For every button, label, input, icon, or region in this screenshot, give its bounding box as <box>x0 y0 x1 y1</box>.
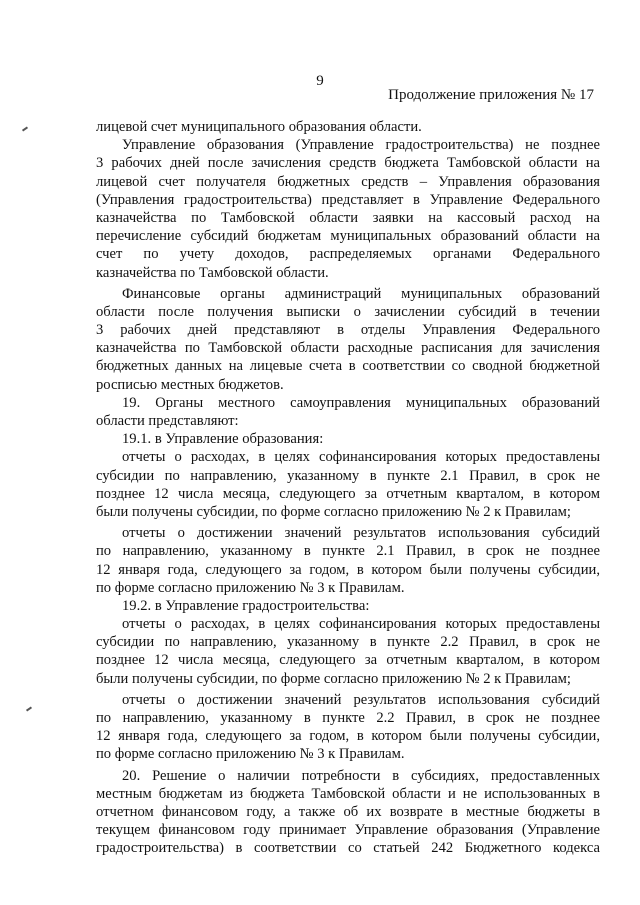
text-line: субсидии по направлению, указанному в пункте 2.2 Правил, в срок не <box>96 634 600 651</box>
text-line: области представляют: <box>96 413 239 429</box>
text-line: Управление образования (Управление градостроительства) не позднее <box>122 137 600 154</box>
text-line: по форме согласно приложению № 3 к Правилам. <box>96 579 405 596</box>
text-line: отчеты о достижении значений результатов использования субсидий <box>122 525 600 542</box>
text-line: отчеты о расходах, в целях софинансирования которых предоставлены <box>122 449 600 466</box>
text-line: позднее 12 числа месяца, следующего за отчетным кварталом, в котором <box>96 652 600 669</box>
text-line: 12 января года, следующего за годом, в котором были получены субсидии, <box>96 561 600 578</box>
text-line: бюджетных данных на лицевые счета в соответствии со сводной бюджетной <box>96 358 600 375</box>
text-line: 3 рабочих дней представляют в отделы Управления Федерального <box>96 322 600 339</box>
text-line: текущем финансовом году принимает Управление образования (Управление <box>96 822 600 839</box>
text-line: счет по учету доходов, распределяемых органами Федерального <box>96 246 600 263</box>
document-body <box>96 118 600 858</box>
text-line: 3 рабочих дней после зачисления средств бюджета Тамбовской области на <box>96 155 600 172</box>
text-line: казначейства по Тамбовской области. <box>96 264 329 281</box>
text-line: субсидии по направлению, указанному в пункте 2.1 Правил, в срок не <box>96 467 600 484</box>
text-line: отчетном финансовом году, а также об их возврате в местные бюджеты в <box>96 803 600 820</box>
text-line: по направлению, указанному в пункте 2.1 Правил, в срок не позднее <box>96 543 600 560</box>
text-line: градостроительства) в соответствии со статьей 242 Бюджетного кодекса <box>96 840 600 857</box>
text-line: 19.2. в Управление градостроительства: <box>122 597 370 614</box>
scan-mark <box>22 126 28 131</box>
text-line: по направлению, указанному в пункте 2.2 Правил, в срок не позднее <box>96 710 600 726</box>
text-line: (Управления градостроительства) представляет в Управление Федерального <box>96 191 600 208</box>
text-line: Финансовые органы администраций муниципальных образований <box>122 285 600 302</box>
text-line: области после получения выписки о зачислении субсидий в течении <box>96 303 600 320</box>
page-number: 9 <box>316 73 324 89</box>
text-line: казначейства по Тамбовской области расходные расписания для зачисления <box>96 340 600 357</box>
text-line: были получены субсидии, по форме согласно приложению № 2 к Правилам; <box>96 670 571 687</box>
text-line: отчеты о расходах, в целях софинансирования которых предоставлены <box>122 616 600 633</box>
text-line: перечисление субсидий бюджетам муниципальных образований области на <box>96 228 600 245</box>
text-line: местным бюджетам из бюджета Тамбовской области и не использованных в <box>96 785 600 802</box>
text-line: лицевой счет получателя бюджетных средств – Управления образования <box>96 173 600 190</box>
text-line: позднее 12 числа месяца, следующего за отчетным кварталом, в котором <box>96 485 600 502</box>
text-line: росписью местных бюджетов. <box>96 376 284 393</box>
text-line: были получены субсидии, по форме согласно приложению № 2 к Правилам; <box>96 503 571 520</box>
text-line: 19. Органы местного самоуправления муниципальных образований <box>122 394 600 411</box>
text-line: лицевой счет муниципального образования области. <box>96 119 422 135</box>
text-line: 12 января года, следующего за годом, в котором были получены субсидии, <box>96 728 600 745</box>
text-line: по форме согласно приложению № 3 к Правилам. <box>96 746 405 763</box>
appendix-continuation-label: Продолжение приложения № 17 <box>388 87 594 103</box>
text-line: казначейства по Тамбовской области заявки на кассовый расход на <box>96 209 600 226</box>
text-line: 19.1. в Управление образования: <box>122 431 324 448</box>
text-line: 20. Решение о наличии потребности в субсидиях, предоставленных <box>122 767 600 784</box>
text-line: отчеты о достижении значений результатов использования субсидий <box>122 691 600 708</box>
scan-mark <box>26 706 32 711</box>
